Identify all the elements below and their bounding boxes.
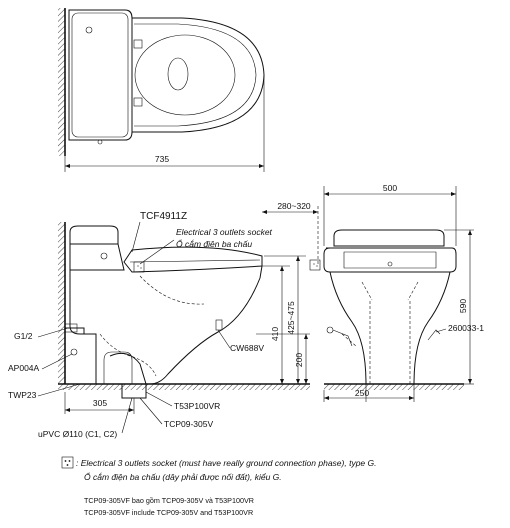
top-plan-view xyxy=(58,8,264,172)
bowl-trap-hidden xyxy=(140,276,204,304)
leader-tcp09-305v xyxy=(140,398,162,424)
wall-socket-pins xyxy=(313,264,318,266)
socket-symbol-pin-1 xyxy=(65,460,67,462)
note-line-2: Ổ cắm điện ba chấu (dây phải được nối đất), kiểu G. xyxy=(84,472,282,482)
label-upvc: uPVC Ø110 (C1, C2) xyxy=(38,429,118,439)
tank-side xyxy=(70,244,124,270)
label-g12: G1/2 xyxy=(14,331,33,341)
tank-lid-top xyxy=(72,13,128,137)
leader-260033-1 xyxy=(436,329,446,332)
dim-280-320: 280~320 xyxy=(277,201,311,211)
socket-symbol-pin-3 xyxy=(67,464,69,466)
front-elevation-view xyxy=(324,183,484,402)
wall-hatch-side xyxy=(58,222,65,384)
label-tcf4911z: TCF4911Z xyxy=(140,211,188,222)
seat-outer-top xyxy=(134,24,256,126)
label-tcp09-305v: TCP09-305V xyxy=(164,419,214,429)
tank-screw-top xyxy=(98,140,102,144)
lever-side xyxy=(101,253,107,259)
tank-lid-side xyxy=(70,226,118,244)
label-cw688v: CW688V xyxy=(230,343,265,353)
seat-logo-front xyxy=(388,262,392,266)
flush-button-top xyxy=(86,27,92,33)
dim-250: 250 xyxy=(354,388,370,398)
supply-valve-front xyxy=(327,327,333,333)
dim-410: 410 xyxy=(270,326,280,342)
dim-590: 590 xyxy=(458,298,468,314)
trapway-front xyxy=(370,300,410,384)
tank-top-front xyxy=(334,230,444,246)
note-line-4: TCP09-305VF include TCP09-305V and T53P100VR xyxy=(84,508,254,517)
dim-200: 200 xyxy=(294,352,304,368)
dim-305: 305 xyxy=(92,398,108,408)
leader-cw688v xyxy=(218,330,230,348)
note-line-3: TCP09-305VF bao gồm TCP09-305V và T53P100VR xyxy=(84,496,254,505)
leader-upvc xyxy=(122,398,132,433)
floor-hatch-side xyxy=(58,384,310,390)
control-knob-2 xyxy=(134,98,142,106)
seat-inner-front xyxy=(344,252,436,268)
label-twp23: TWP23 xyxy=(8,390,37,400)
dim-735: 735 xyxy=(154,154,170,164)
tank-outline-top xyxy=(69,10,132,140)
bowl-hole-top xyxy=(168,58,188,90)
note-line-1: : Electrical 3 outlets socket (must have really ground connection phase), type G. xyxy=(76,458,377,468)
floor-hatch-front xyxy=(324,384,464,390)
socket-symbol-pin-2 xyxy=(69,460,71,462)
socket-box-side xyxy=(134,262,144,272)
wall-hatch-top xyxy=(58,8,65,156)
label-t53p100vr: T53P100VR xyxy=(174,401,221,411)
bowl-outline-top xyxy=(132,18,264,132)
supply-hose-front xyxy=(333,330,352,346)
label-ap004a: AP004A xyxy=(8,363,40,373)
outlet-flange xyxy=(104,352,132,384)
outlet-curve xyxy=(110,353,146,384)
leader-ap004a xyxy=(42,354,72,369)
seat-inner-top xyxy=(135,35,235,115)
label-socket-vi: Ổ cắm điện ba chấu xyxy=(176,239,253,249)
wall-socket-side xyxy=(310,260,320,270)
supply-hidden-front xyxy=(342,334,356,346)
leader-socket xyxy=(140,240,174,264)
bowl-body-front xyxy=(330,272,450,384)
side-labels xyxy=(8,211,273,439)
socket-pins-side xyxy=(137,266,142,268)
bowl-body-side xyxy=(70,266,265,384)
label-socket-en: Electrical 3 outlets socket xyxy=(176,227,272,237)
notes-block xyxy=(62,457,376,517)
seat-unit-side xyxy=(124,247,262,272)
dim-425-475: 425~475 xyxy=(286,301,296,335)
socket-symbol xyxy=(62,457,73,468)
leader-t53p100vr xyxy=(146,392,172,406)
seat-connector xyxy=(216,320,222,330)
seat-line-side xyxy=(130,260,260,262)
bowl-hidden-front xyxy=(362,282,418,300)
control-knob-1 xyxy=(134,40,142,48)
dim-500: 500 xyxy=(382,183,398,193)
label-260033-1: 260033-1 xyxy=(448,323,484,333)
leader-tcf4911z xyxy=(132,222,140,252)
